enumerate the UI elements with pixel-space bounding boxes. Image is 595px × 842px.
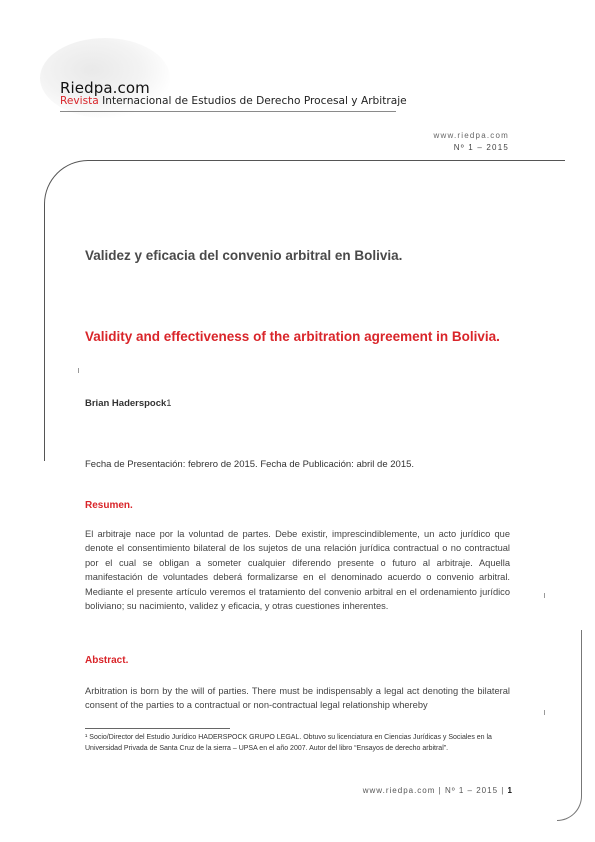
margin-tick [544, 710, 545, 715]
margin-tick [78, 368, 79, 373]
page-footer: www.riedpa.com | Nº 1 – 2015 | 1 [362, 786, 513, 795]
author-name [85, 398, 171, 409]
publication-dates: Fecha de Presentación: febrero de 2015. Fecha de Publicación: abril de 2015. [85, 459, 415, 470]
header-rule [60, 111, 396, 112]
footnote-text: ¹ Socio/Director del Estudio Jurídico HADERSPOCK GRUPO LEGAL. Obtuvo su licenciatura en Ciencias Jurídicas y Sociales en la Universidad Privada de Santa Cruz de la sierra – UPSA en el año 2007. Autor del libro “Ensayos de derecho arbitral”. [85, 734, 492, 752]
journal-logo: Riedpa.com [60, 79, 150, 97]
header-website[interactable]: www.riedpa.com [433, 131, 509, 140]
author-text: Brian Haderspock [85, 398, 167, 409]
page-frame-top [44, 160, 565, 461]
footer-website[interactable]: www.riedpa.com [362, 786, 436, 795]
resumen-heading: Resumen. [85, 500, 133, 511]
footer-issue: Nº 1 – 2015 [444, 786, 499, 795]
tagline-accent: Revista [60, 95, 99, 107]
footnote-rule [85, 728, 230, 729]
tagline-rest: Internacional de Estudios de Derecho Procesal y Arbitraje [98, 95, 407, 107]
page-frame-bottom-right [557, 630, 582, 821]
margin-tick [544, 593, 545, 598]
footnote-mark[interactable]: 1 [166, 398, 172, 408]
journal-tagline [60, 95, 407, 107]
title-english: Validity and effectiveness of the arbitration agreement in Bolivia. [85, 329, 500, 344]
page-number: 1 [507, 786, 513, 795]
abstract-text: Arbitration is born by the will of parties. There must be indispensably a legal act denoting the bilateral consent of the parties to a contractual or non-contractual legal relationship whereby [85, 686, 510, 711]
abstract-heading: Abstract. [85, 655, 129, 666]
title-spanish: Validez y eficacia del convenio arbitral en Bolivia. [85, 248, 403, 263]
header-issue: Nº 1 – 2015 [453, 143, 509, 152]
resumen-text: El arbitraje nace por la voluntad de partes. Debe existir, imprescindiblemente, un acto jurídico que denote el consentimiento bilateral de los sujetos de una relación jurídica contractual o no contractual por el cual se obligan a someter cualquier diferendo presente o futuro al arbitraje. Aquella manifestación de voluntades deberá formalizarse en el denominado acuerdo o convenio arbitral. Mediante el presente artículo veremos el tratamiento del convenio arbitral en el ordenamiento jurídico boliviano; su nacimiento, validez y eficacia, y otras cuestiones inherentes. [85, 529, 510, 612]
